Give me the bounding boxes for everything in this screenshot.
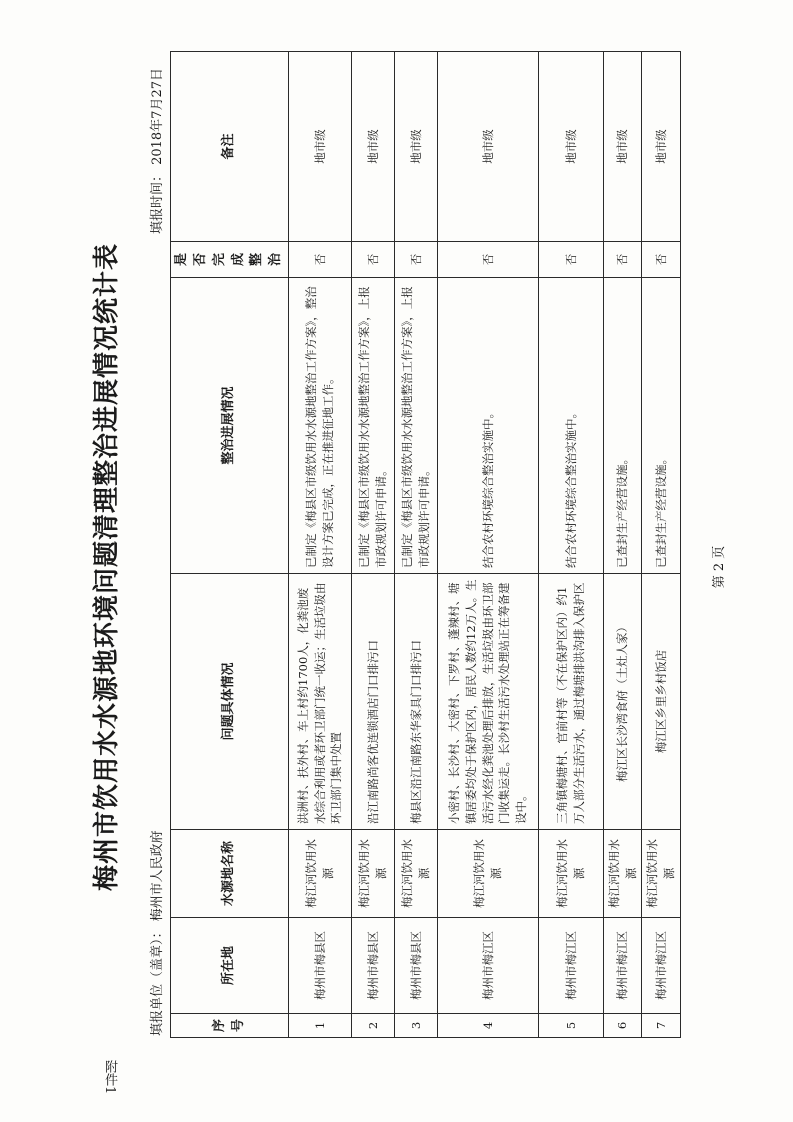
table-row (395, 52, 438, 1038)
cell-note: 地市级 (539, 52, 604, 242)
header-problem: 问题具体情况 (171, 574, 289, 830)
cell-index: 1 (289, 1014, 352, 1038)
cell-index: 7 (642, 1014, 680, 1038)
cell-completed: 否 (539, 242, 604, 278)
cell-index: 6 (604, 1014, 642, 1038)
filling-time: 填报时间： 2018年7月27日 (150, 68, 165, 235)
cell-note: 地市级 (395, 52, 438, 242)
header-location: 所在地 (171, 918, 289, 1014)
cell-progress: 已制定《梅县区市级饮用水水源地整治工作方案》，上报市政规划许可申请。 (395, 278, 438, 574)
cell-source: 梅江河饮用水源 (438, 830, 539, 918)
rotated-sheet (40, 42, 740, 1095)
cell-source: 梅江河饮用水源 (352, 830, 395, 918)
cell-source: 梅江河饮用水源 (539, 830, 604, 918)
cell-completed: 否 (438, 242, 539, 278)
cell-location: 梅州市梅江区 (539, 918, 604, 1014)
cell-location: 梅州市梅县区 (395, 918, 438, 1014)
cell-completed: 否 (352, 242, 395, 278)
page-number: 第 2 页 (712, 545, 727, 589)
cell-location: 梅州市梅县区 (289, 918, 352, 1014)
cell-note: 地市级 (352, 52, 395, 242)
cell-location: 梅州市梅江区 (438, 918, 539, 1014)
cell-progress: 已查封生产经营设施。 (642, 278, 680, 574)
cell-problem: 小密村、长沙村、大密村、下罗村、蓬辣村、塘镇居委均处于保护区内，居民人数约12万人。生活污水经化粪池处理后排放，生活垃圾由环卫部门收集运走。长沙村生活污水处理站正在筹备建设中。 (438, 574, 539, 830)
cell-source: 梅江河饮用水源 (395, 830, 438, 918)
header-row (171, 52, 289, 1038)
cell-index: 5 (539, 1014, 604, 1038)
cell-source: 梅江河饮用水源 (289, 830, 352, 918)
cell-source: 梅江河饮用水源 (604, 830, 642, 918)
cell-note: 地市级 (438, 52, 539, 242)
cell-location: 梅州市梅县区 (352, 918, 395, 1014)
header-index: 序号 (171, 1014, 289, 1038)
header-progress: 整治进展情况 (171, 278, 289, 574)
table-row (604, 52, 642, 1038)
cell-completed: 否 (289, 242, 352, 278)
document-title: 梅州市饮用水水源地环境问题清理整治进展情况统计表 (92, 243, 122, 892)
header-note: 备注 (171, 52, 289, 242)
cell-problem: 洪洲村、扶外村、车上村约1700人，化粪池废水综合利用或者环卫部门统一收运；生活垃圾由环卫部门集中处置 (289, 574, 352, 830)
table-row (352, 52, 395, 1038)
cell-progress: 已查封生产经营设施。 (604, 278, 642, 574)
cell-progress: 结合农村环境综合整治实施中。 (539, 278, 604, 574)
table-row (438, 52, 539, 1038)
cell-progress: 结合农村环境综合整治实施中。 (438, 278, 539, 574)
cell-location: 梅州市梅江区 (604, 918, 642, 1014)
cell-index: 4 (438, 1014, 539, 1038)
table-row (642, 52, 680, 1038)
cell-problem: 梅江区乡里乡村饭店 (642, 574, 680, 830)
cell-note: 地市级 (289, 52, 352, 242)
attachment-label: 附件1 (102, 1060, 117, 1095)
cell-completed: 否 (604, 242, 642, 278)
cell-problem: 三角镇梅塘村、官前村等（不在保护区内）约1万人部分生活污水，通过梅塘排洪沟排入保护区 (539, 574, 604, 830)
cell-progress: 已制定《梅县区市级饮用水水源地整治工作方案》，整治设计方案已完成，正在推进征地工作。 (289, 278, 352, 574)
cell-problem: 梅县区沿江南路东华家具门口排污口 (395, 574, 438, 830)
cell-progress: 已制定《梅县区市级饮用水水源地整治工作方案》，上报市政规划许可申请。 (352, 278, 395, 574)
cell-note: 地市级 (642, 52, 680, 242)
table-row (289, 52, 352, 1038)
cell-source: 梅江河饮用水源 (642, 830, 680, 918)
cell-index: 3 (395, 1014, 438, 1038)
cell-completed: 否 (642, 242, 680, 278)
table-row (539, 52, 604, 1038)
header-source-name: 水源地名称 (171, 830, 289, 918)
header-completed: 是否完成整治 (171, 242, 289, 278)
cell-completed: 否 (395, 242, 438, 278)
cell-problem: 沿江南路尚客优连锁酒店门口排污口 (352, 574, 395, 830)
cell-note: 地市级 (604, 52, 642, 242)
filling-unit: 填报单位（盖章）： 梅州市人民政府 (150, 830, 165, 1036)
cell-location: 梅州市梅江区 (642, 918, 680, 1014)
cell-index: 2 (352, 1014, 395, 1038)
statistics-table (170, 51, 681, 1038)
cell-problem: 梅江区长沙湾食府（土灶人家） (604, 574, 642, 830)
